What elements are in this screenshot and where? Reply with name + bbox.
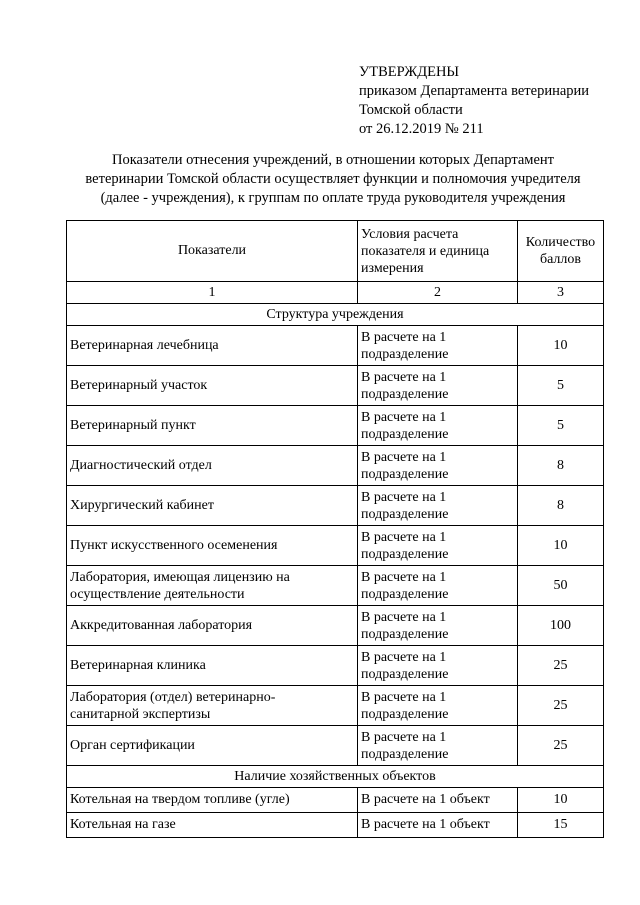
condition-line: подразделение <box>361 666 449 682</box>
condition-line: подразделение <box>361 346 449 362</box>
header-conditions <box>358 221 518 282</box>
approval-date-line: от 26.12.2019 № 211 <box>359 121 484 137</box>
condition-line: В расчете на 1 <box>361 409 447 425</box>
condition-line: подразделение <box>361 466 449 482</box>
header-points-line-1: Количество <box>525 235 596 250</box>
section-row <box>67 304 604 326</box>
table-row <box>67 526 604 566</box>
indicator-name: Котельная на твердом топливе (угле) <box>67 788 358 813</box>
indicator-name <box>67 526 358 566</box>
indicator-name <box>67 606 358 646</box>
structure-rows <box>67 326 604 766</box>
indicator-name <box>67 566 358 606</box>
calculation-condition <box>358 526 518 566</box>
column-number: 3 <box>518 282 604 304</box>
condition-line: подразделение <box>361 746 449 762</box>
condition-line: В расчете на 1 <box>361 689 447 705</box>
column-number: 1 <box>67 282 358 304</box>
title-line-3: (далее - учреждения), к группам по оплате труда руководителя учреждения <box>100 190 566 206</box>
header-indicators: Показатели <box>67 221 358 282</box>
condition-line: подразделение <box>361 506 449 522</box>
column-numbers-row <box>67 282 604 304</box>
condition-line: подразделение <box>361 586 449 602</box>
indicator-name <box>67 366 358 406</box>
calculation-condition <box>358 726 518 766</box>
indicator-name <box>67 326 358 366</box>
calculation-condition: В расчете на 1 объект <box>358 788 518 813</box>
indicator-name-line: осуществление деятельности <box>70 586 245 602</box>
indicator-name <box>67 726 358 766</box>
points-value: 15 <box>518 813 604 838</box>
condition-line: подразделение <box>361 386 449 402</box>
indicator-name: Котельная на газе <box>67 813 358 838</box>
approval-region-line: Томской области <box>359 102 463 118</box>
points-value: 5 <box>518 366 604 406</box>
condition-line: В расчете на 1 <box>361 569 447 585</box>
indicator-name-line: Ветеринарная лечебница <box>70 338 219 353</box>
calculation-condition <box>358 646 518 686</box>
condition-line: В расчете на 1 <box>361 729 447 745</box>
table-row <box>67 726 604 766</box>
table-row <box>67 326 604 366</box>
table-row <box>67 788 604 813</box>
calculation-condition <box>358 686 518 726</box>
header-conditions-line-3: измерения <box>361 260 424 276</box>
condition-line: В расчете на 1 <box>361 329 447 345</box>
indicator-name-line: Хирургический кабинет <box>70 498 214 513</box>
condition-line: В расчете на 1 <box>361 609 447 625</box>
condition-line: В расчете на 1 <box>361 369 447 385</box>
facility-rows <box>67 788 604 838</box>
indicator-name-line: Ветеринарный участок <box>70 378 208 393</box>
points-value: 5 <box>518 406 604 446</box>
table-row <box>67 486 604 526</box>
points-value: 8 <box>518 486 604 526</box>
points-value: 100 <box>518 606 604 646</box>
section-structure: Структура учреждения <box>67 304 604 326</box>
column-number: 2 <box>358 282 518 304</box>
indicator-name <box>67 406 358 446</box>
indicator-name-line: Аккредитованная лаборатория <box>70 618 253 633</box>
indicators-table <box>66 220 604 838</box>
indicator-name-line: Орган сертификации <box>70 738 195 753</box>
condition-line: В расчете на 1 <box>361 649 447 665</box>
points-value: 50 <box>518 566 604 606</box>
condition-line: В расчете на 1 <box>361 529 447 545</box>
header-conditions-line-1: Условия расчета <box>361 226 459 242</box>
indicator-name-line: Лаборатория (отдел) ветеринарно- <box>70 689 276 705</box>
calculation-condition <box>358 406 518 446</box>
condition-line: В расчете на 1 <box>361 449 447 465</box>
calculation-condition <box>358 606 518 646</box>
indicator-name-line: санитарной экспертизы <box>70 706 211 722</box>
indicator-name <box>67 686 358 726</box>
table-row <box>67 446 604 486</box>
calculation-condition <box>358 326 518 366</box>
condition-line: подразделение <box>361 706 449 722</box>
table-row <box>67 566 604 606</box>
approval-stamp <box>359 63 589 139</box>
header-points-line-2: баллов <box>539 252 582 267</box>
table-row <box>67 686 604 726</box>
calculation-condition: В расчете на 1 объект <box>358 813 518 838</box>
points-value: 10 <box>518 326 604 366</box>
title-line-1: Показатели отнесения учреждений, в отношении которых Департамент <box>112 152 554 168</box>
table-row <box>67 813 604 838</box>
points-value: 10 <box>518 526 604 566</box>
approval-heading: УТВЕРЖДЕНЫ <box>359 64 460 80</box>
header-conditions-line-2: показателя и единица <box>361 243 490 259</box>
indicator-name <box>67 486 358 526</box>
points-value: 8 <box>518 446 604 486</box>
condition-line: подразделение <box>361 626 449 642</box>
points-value: 25 <box>518 646 604 686</box>
indicator-name-line: Лаборатория, имеющая лицензию на <box>70 569 290 585</box>
table-row <box>67 406 604 446</box>
condition-line: подразделение <box>361 426 449 442</box>
section-row <box>67 766 604 788</box>
points-value: 10 <box>518 788 604 813</box>
indicator-name-line: Диагностический отдел <box>70 458 212 473</box>
calculation-condition <box>358 366 518 406</box>
points-value: 25 <box>518 726 604 766</box>
table-row <box>67 606 604 646</box>
table-header-row <box>67 221 604 282</box>
document-title <box>66 151 600 208</box>
title-line-2: ветеринарии Томской области осуществляет функции и полномочия учредителя <box>85 171 581 187</box>
indicator-name-line: Ветеринарный пункт <box>70 418 196 433</box>
table-row <box>67 646 604 686</box>
section-facilities: Наличие хозяйственных объектов <box>67 766 604 788</box>
condition-line: В расчете на 1 <box>361 489 447 505</box>
indicator-name-line: Пункт искусственного осеменения <box>70 538 278 553</box>
calculation-condition <box>358 566 518 606</box>
approval-order-line: приказом Департамента ветеринарии <box>359 83 590 99</box>
calculation-condition <box>358 486 518 526</box>
calculation-condition <box>358 446 518 486</box>
indicator-name <box>67 446 358 486</box>
table-row <box>67 366 604 406</box>
points-value: 25 <box>518 686 604 726</box>
indicator-name-line: Ветеринарная клиника <box>70 658 206 673</box>
header-points <box>518 221 604 282</box>
indicator-name <box>67 646 358 686</box>
condition-line: подразделение <box>361 546 449 562</box>
